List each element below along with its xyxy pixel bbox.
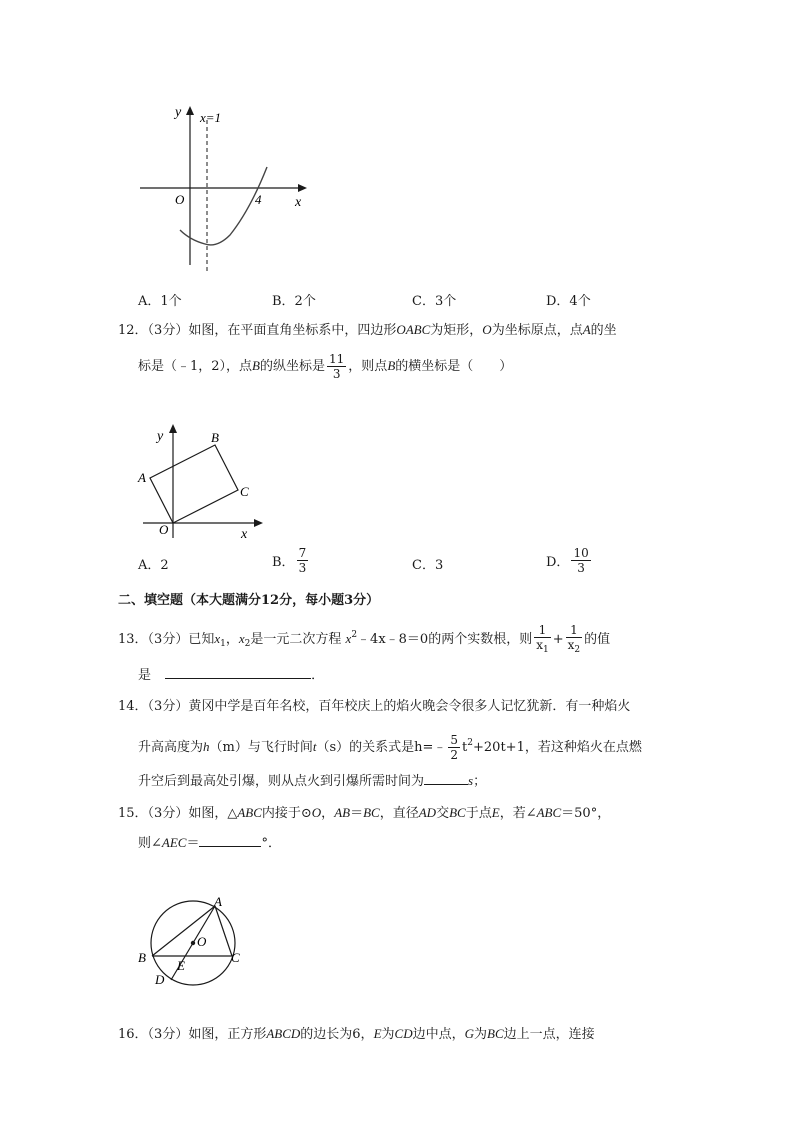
- c-label: C: [231, 950, 240, 965]
- y-label: y: [175, 105, 182, 120]
- origin-label: O: [175, 192, 185, 207]
- q13-line1: 13．（3分）已知$x_1$，$x_2$是一元二次方程 $x^2﹣4x﹣8=0$的两个实数根，则 $\frac{1}{x_1}$ + $\frac{1}{x_2}$ 的值: [118, 622, 611, 655]
- y-label: y: [157, 429, 164, 444]
- o-label: O: [159, 522, 169, 537]
- center-point: [191, 941, 195, 945]
- q12-option-d[interactable]: D． $\frac{10}{3}$: [546, 546, 589, 575]
- b-label: B: [211, 430, 219, 445]
- y-axis-arrow: [169, 424, 177, 433]
- b-label: B: [138, 950, 146, 965]
- section-2-title: 二、填空题（本大题满分12分，每小题3分）: [118, 593, 380, 608]
- x-label: x: [295, 195, 302, 210]
- q14-line1: 14．（3分）黄冈中学是百年名校，百年校庆上的焰火晚会令很多人记忆犹新．有一种焰火: [118, 699, 631, 714]
- q11-option-b[interactable]: B．2个: [272, 294, 316, 309]
- q12-option-b-fraction: $\frac{7}{3}$: [298, 546, 307, 575]
- x-axis-arrow: [254, 519, 263, 527]
- q12-option-a[interactable]: A．2: [138, 558, 169, 573]
- o-label: O: [197, 934, 207, 949]
- q12-line1: 12．（3分）如图，在平面直角坐标系中，四边形OABC为矩形，O为坐标原点，点A的坐: [118, 322, 617, 338]
- e-label: E: [177, 958, 185, 973]
- q11-option-d[interactable]: D．4个: [546, 294, 591, 309]
- q12-option-d-fraction: $\frac{10}{3}$: [573, 546, 589, 575]
- x-axis-arrow: [298, 184, 307, 192]
- a-label: A: [214, 894, 222, 909]
- q14-answer-blank[interactable]: [424, 770, 468, 785]
- q11-figure: [135, 100, 315, 275]
- q11-option-a[interactable]: A．1个: [138, 294, 182, 309]
- q16-line1: 16．（3分）如图，正方形ABCD的边长为6，E为CD边中点，G为BC边上一点，连接: [118, 1026, 595, 1042]
- q14-line3: 升空后到最高处引爆，则从点火到引爆所需时间为 s；: [138, 770, 486, 792]
- q13-fraction-2: $\frac{1}{x_2}$: [567, 622, 581, 655]
- q12-fraction: $\frac{11}{3}$: [329, 352, 345, 381]
- q15-line1: 15．（3分）如图，△ABC内接于⊙O，AB＝BC，直径AD交BC于点E，若∠ABC＝50°，: [118, 805, 611, 821]
- q14-line2: 升高高度为h（m）与飞行时间t（s）的关系式是h=﹣ $\frac{5}{2}$ $t^2+20t+1$，若这种焰火在点燃: [138, 733, 642, 762]
- q13-answer-blank[interactable]: [165, 664, 311, 679]
- q12-figure: [135, 420, 270, 542]
- q11-option-c[interactable]: C．3个: [412, 294, 457, 309]
- line-label: x=1: [200, 110, 222, 125]
- q13-fraction-1: $\frac{1}{x_1}$: [536, 622, 549, 655]
- q14-fraction: $\frac{5}{2}$: [450, 733, 459, 762]
- rectangle-oabc: [150, 445, 238, 523]
- a-label: A: [138, 470, 146, 485]
- y-axis-arrow: [186, 106, 194, 115]
- c-label: C: [240, 484, 249, 499]
- root-label: 4: [255, 192, 262, 207]
- x-label: x: [241, 527, 248, 542]
- q15-line2: 则∠AEC＝ °．: [138, 832, 281, 854]
- q12-option-b[interactable]: B． $\frac{7}{3}$: [272, 546, 307, 575]
- q15-answer-blank[interactable]: [199, 832, 261, 847]
- q13-line2: 是 ．: [138, 664, 324, 686]
- q15-figure: [135, 860, 250, 990]
- d-label: D: [155, 972, 165, 987]
- parabola-curve: [180, 167, 267, 245]
- q12-option-c[interactable]: C．3: [412, 558, 444, 573]
- q12-line2: 标是（﹣1，2），点B的纵坐标是 $\frac{11}{3}$ ，则点B的横坐标是（ ）: [138, 352, 513, 381]
